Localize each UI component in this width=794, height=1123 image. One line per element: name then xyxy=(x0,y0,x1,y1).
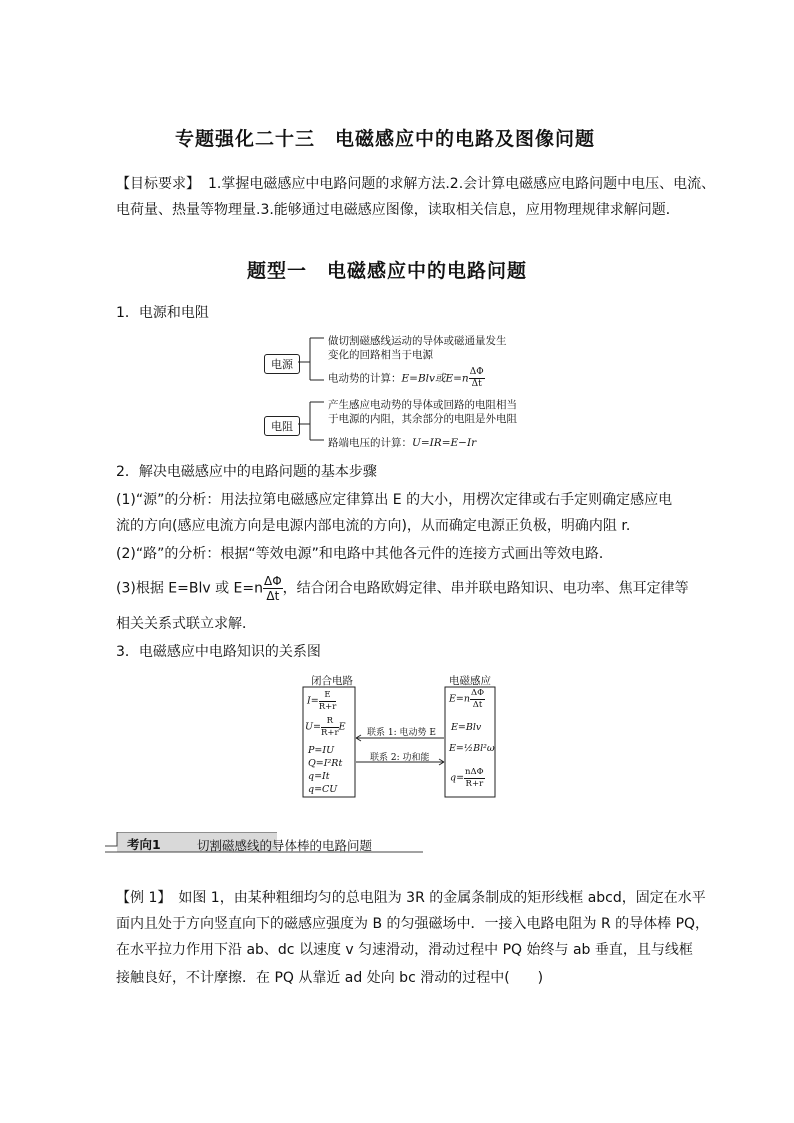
right-formula-blv: E=Blv xyxy=(451,722,482,733)
left-formula-current: I= $\frac{E}{R+r}$ xyxy=(307,690,337,712)
current-fraction: $\frac{E}{R+r}$ xyxy=(318,690,337,712)
voltage-calc xyxy=(328,435,476,450)
step-3-num: ΔΦ xyxy=(264,574,282,588)
left-formula-heat: Q=I²Rt xyxy=(308,758,343,769)
step-3-line-1 xyxy=(116,575,689,602)
emf-num: ΔΦ xyxy=(469,367,484,377)
voltage-fraction: $\frac{R}{R+r}$ xyxy=(320,716,339,738)
charge-fraction: $\frac{\text{nΔΦ}}{R+r}$ xyxy=(465,767,484,789)
emf-formula: E=Blv或E=n xyxy=(401,372,469,385)
right-formula-emf: E=n $\frac{\Delta\Phi}{\Delta t}$ xyxy=(449,688,485,710)
step-1-line-1: (1)“源”的分析：用法拉第电磁感应定律算出 E 的大小，用楞次定律或右手定则确定感应电 xyxy=(116,492,673,508)
emf-prefix: 电动势的计算： xyxy=(328,372,402,385)
tag-text: 切割磁感线的导体棒的电路问题 xyxy=(197,838,373,853)
step-3-line-2: 相关关系式联立求解． xyxy=(116,616,256,632)
right-formula-rotation: E=½Bl²ω xyxy=(449,743,495,754)
item-1-heading: 1．电源和电阻 xyxy=(116,305,209,321)
example-line-2: 面内且处于方向竖直向下的磁感应强度为 B 的匀强磁场中．一接入电路电阻为 R 的导体棒 PQ， xyxy=(116,916,710,932)
goal-line-1 xyxy=(116,174,715,194)
right-formula-charge: q= $\frac{\text{nΔΦ}}{R+r}$ xyxy=(450,767,484,789)
step-1-line-2: 流的方向(感应电流方向是电源内部电流的方向)，从而确定电源正负极，明确内阻 r. xyxy=(116,518,631,534)
direction-tag xyxy=(105,832,423,854)
example-line-1: 【例 1】 如图 1，由某种粗细均匀的总电阻为 3R 的金属条制成的矩形线框 abcd，固定在水平 xyxy=(116,890,706,906)
source-desc-2: 变化的回路相当于电源 xyxy=(328,349,433,361)
example-line-4: 接触良好，不计摩擦．在 PQ 从靠近 ad 处向 bc 滑动的过程中( ) xyxy=(116,970,544,986)
tag-label: 考向1 xyxy=(127,837,161,852)
link-2-label: 联系 2: 功和能 xyxy=(370,753,430,763)
link-1-label: 联系 1: 电动势 E xyxy=(367,728,436,738)
item-3-heading: 3．电磁感应中电路知识的关系图 xyxy=(116,644,321,660)
step-3-suffix: ，结合闭合电路欧姆定律、串并联电路知识、电功率、焦耳定律等 xyxy=(282,580,689,597)
step-3-den: Δt xyxy=(266,589,280,603)
left-formula-power: P=IU xyxy=(308,745,335,756)
step-3-fraction xyxy=(263,575,283,602)
left-box-title: 闭合电路 xyxy=(311,675,353,687)
step-3-prefix: (3)根据 E=Blv 或 E=n xyxy=(116,580,263,597)
page-title: 专题强化二十三 电磁感应中的电路及图像问题 xyxy=(175,128,596,150)
right-box-title: 电磁感应 xyxy=(449,675,491,687)
section-title: 题型一 电磁感应中的电路问题 xyxy=(247,260,528,282)
goal-label: 【目标要求】 xyxy=(116,176,200,192)
voltage-formula: U=IR=E−Ir xyxy=(412,437,477,449)
emf-right-fraction: $\frac{\Delta\Phi}{\Delta t}$ xyxy=(471,688,485,710)
step-2: (2)“路”的分析：根据“等效电源”和电路中其他各元件的连接方式画出等效电路． xyxy=(116,546,613,562)
source-desc-1: 做切割磁感线运动的导体或磁通量发生 xyxy=(328,335,507,347)
goal-line-2: 电荷量、热量等物理量.3.能够通过电磁感应图像，读取相关信息，应用物理规律求解问题． xyxy=(116,202,680,218)
left-formula-voltage: U= $\frac{R}{R+r}$ E xyxy=(305,716,346,738)
resistor-desc-1: 产生感应电动势的导体或回路的电阻相当 xyxy=(328,399,517,411)
left-formula-charge-2: q=CU xyxy=(308,784,338,795)
resistor-label: 电阻 xyxy=(264,416,300,436)
emf-fraction xyxy=(469,368,485,389)
emf-den: Δt xyxy=(471,379,482,389)
emf-calc xyxy=(328,368,485,389)
item-2-heading: 2．解决电磁感应中的电路问题的基本步骤 xyxy=(116,464,377,480)
source-label: 电源 xyxy=(264,354,300,374)
example-line-3: 在水平拉力作用下沿 ab、dc 以速度 v 匀速滑动，滑动过程中 PQ 始终与 ab 垂直，且与线框 xyxy=(116,942,693,958)
voltage-prefix: 路端电压的计算： xyxy=(328,437,412,449)
goal-text-1: 1.掌握电磁感应中电路问题的求解方法.2.会计算电磁感应电路问题中电压、电流、 xyxy=(208,176,716,192)
resistor-desc-2: 于电源的内阻，其余部分的电阻是外电阻 xyxy=(328,413,517,425)
left-formula-charge-1: q=It xyxy=(308,771,330,782)
